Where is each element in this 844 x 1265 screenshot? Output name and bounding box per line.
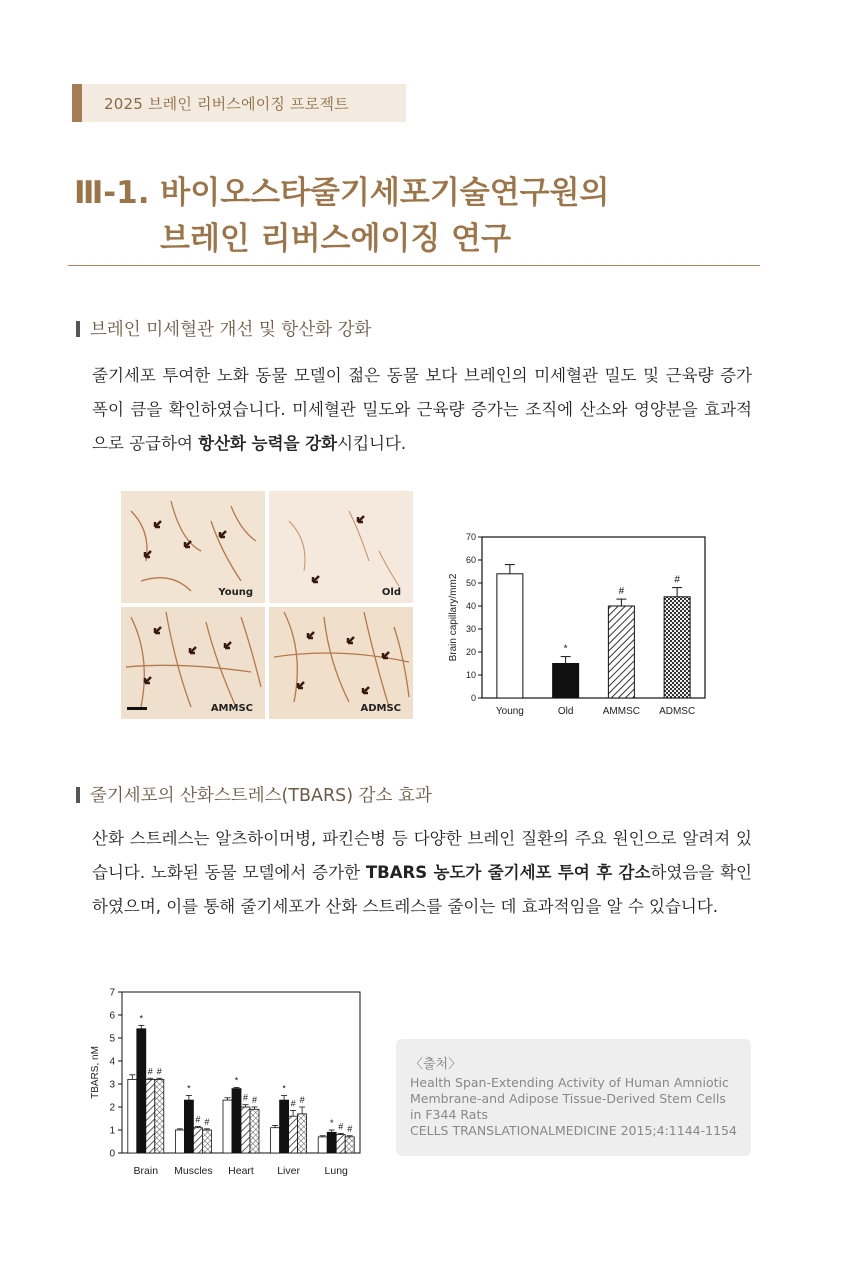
section-marker	[76, 321, 80, 337]
bar	[336, 1135, 345, 1153]
section-2-heading-text: 줄기세포의 산화스트레스(TBARS) 감소 효과	[90, 786, 432, 806]
significance-mark: *	[234, 1075, 239, 1086]
y-tick-label: 50	[465, 578, 476, 588]
y-tick-label: 40	[465, 601, 476, 611]
x-tick-label: Brain	[133, 1165, 159, 1177]
x-tick-label: AMMSC	[602, 706, 640, 717]
significance-mark: #	[251, 1095, 258, 1105]
x-tick-label: Young	[495, 706, 524, 717]
bar	[146, 1079, 155, 1153]
significance-mark: *	[329, 1118, 334, 1128]
micrograph-label-old: Old	[381, 587, 401, 598]
significance-mark: #	[242, 1092, 249, 1103]
section-1-text-a: 줄기세포 투여한 노화 동물 모델이 젊은 동물 보다 브레인의 미세혈관 밀도 및 근육량 증가 폭이 큼을 확인하였습니다. 미세혈관 밀도와 근육량 증가는 조직에 산소와 영양분을 효과적으로 공급하여	[92, 366, 752, 453]
title-divider	[68, 265, 760, 266]
significance-mark: #	[156, 1066, 162, 1077]
section-2-text-a: 산화 스트레스는 알츠하이머병, 파킨슨병 등 다양한 브레인 질환의 주요 원인으로 알려져 있습니다. 노화된 동물 모델에서 증가한	[92, 829, 752, 882]
bar	[289, 1116, 298, 1153]
significance-mark: *	[563, 643, 568, 655]
bar	[184, 1100, 193, 1153]
micrograph-label-admsc: ADMSC	[360, 703, 401, 714]
significance-mark: *	[139, 1013, 144, 1024]
y-tick-label: 6	[109, 1010, 115, 1022]
y-axis-label: TBARS, nM	[90, 1046, 101, 1099]
bar	[608, 606, 634, 698]
y-tick-label: 3	[109, 1079, 115, 1091]
significance-mark: #	[338, 1121, 344, 1132]
y-tick-label: 0	[109, 1148, 115, 1160]
header-tag	[72, 84, 406, 122]
micrograph-grid	[121, 491, 414, 719]
y-tick-label: 1	[109, 1125, 115, 1137]
y-tick-label: 2	[109, 1102, 115, 1114]
bar	[298, 1114, 307, 1153]
bar	[318, 1137, 327, 1153]
y-tick-label: 30	[465, 624, 476, 634]
tbars-chart	[86, 982, 376, 1187]
header-accent-bar	[72, 84, 82, 122]
bar	[250, 1109, 259, 1153]
significance-mark: #	[674, 574, 680, 586]
significance-mark: #	[204, 1116, 210, 1127]
bar	[137, 1029, 146, 1153]
x-tick-label: Muscles	[174, 1165, 213, 1177]
bar	[271, 1128, 280, 1153]
page-title	[74, 170, 610, 262]
micrograph-admsc	[269, 607, 413, 719]
bar	[345, 1137, 354, 1153]
y-tick-label: 5	[109, 1033, 115, 1045]
source-journal: CELLS TRANSLATIONALMEDICINE 2015;4:1144-1154	[410, 1123, 737, 1138]
title-line-1: Ⅲ-1. 바이오스타줄기세포기술연구원의	[74, 175, 610, 211]
section-1-heading-text: 브레인 미세혈관 개선 및 항산화 강화	[90, 320, 372, 340]
section-1-text-b: 시킵니다.	[337, 434, 407, 453]
significance-mark: #	[290, 1098, 296, 1109]
x-tick-label: Old	[557, 706, 574, 717]
significance-mark: *	[282, 1083, 286, 1094]
bar	[202, 1130, 211, 1153]
section-2-text-b: 하였음을 확인하였으며, 이를 통해 줄기세포가 산화 스트레스를 줄이는 데 효과적임을 알 수 있습니다.	[92, 863, 752, 916]
significance-mark: #	[195, 1114, 201, 1125]
x-tick-label: Lung	[324, 1165, 348, 1177]
bar	[223, 1100, 232, 1153]
y-tick-label: 70	[465, 532, 476, 542]
micrograph-label-ammsc: AMMSC	[210, 703, 253, 714]
significance-mark: #	[147, 1066, 153, 1077]
bar	[280, 1100, 289, 1153]
y-tick-label: 10	[465, 670, 476, 680]
x-tick-label: Liver	[277, 1165, 300, 1177]
micrograph-label-young: Young	[218, 587, 253, 598]
micrograph-ammsc	[121, 607, 265, 719]
section-2-paragraph	[92, 822, 752, 924]
significance-mark: #	[299, 1095, 305, 1105]
bar	[553, 664, 579, 699]
title-line-2: 브레인 리버스에이징 연구	[160, 221, 511, 257]
source-box	[396, 1039, 751, 1156]
bar	[497, 574, 523, 698]
section-marker	[76, 787, 80, 803]
bar	[327, 1132, 336, 1153]
x-tick-label: Heart	[228, 1165, 254, 1177]
section-1-heading	[76, 316, 371, 341]
y-tick-label: 60	[465, 555, 476, 565]
section-2-text-bold: TBARS 농도가 줄기세포 투여 후 감소	[365, 863, 651, 882]
header-tag-text: 2025 브레인 리버스에이징 프로젝트	[104, 95, 349, 113]
bar	[155, 1079, 164, 1153]
y-tick-label: 7	[109, 987, 115, 999]
source-heading: 〈출처〉	[410, 1057, 462, 1072]
source-title: Health Span-Extending Activity of Human Amniotic Membrane-and Adipose Tissue-Derived Stem Cells in F344 Rats	[410, 1075, 729, 1122]
bar	[175, 1130, 184, 1153]
section-2-heading	[76, 782, 432, 807]
bar	[241, 1107, 250, 1153]
y-tick-label: 0	[470, 693, 476, 703]
bar	[193, 1128, 202, 1153]
section-1-paragraph	[92, 359, 752, 461]
bar	[232, 1089, 241, 1153]
significance-mark: #	[347, 1123, 353, 1134]
micrograph-young	[121, 491, 265, 603]
bar	[664, 597, 690, 698]
y-axis-label: Brain capillary/mm2	[448, 573, 459, 662]
capillary-chart	[440, 522, 720, 727]
significance-mark: #	[618, 586, 625, 598]
source-citation	[410, 1075, 740, 1139]
x-tick-label: ADMSC	[659, 706, 696, 717]
micrograph-old	[269, 491, 413, 603]
significance-mark: *	[187, 1083, 191, 1094]
y-tick-label: 4	[109, 1056, 115, 1068]
section-1-text-bold: 항산화 능력을 강화	[198, 434, 338, 453]
y-tick-label: 20	[465, 647, 476, 657]
bar	[128, 1079, 137, 1153]
